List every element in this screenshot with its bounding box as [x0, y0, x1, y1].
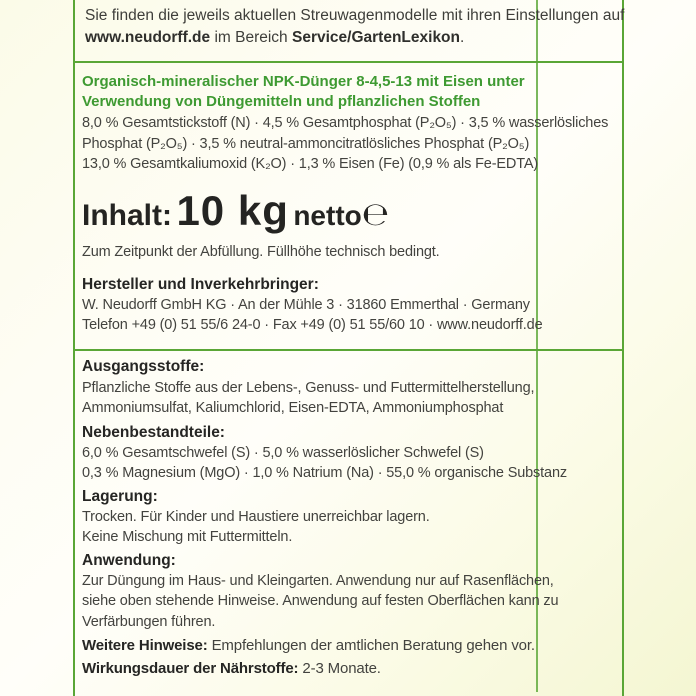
frame-top-divider [73, 61, 624, 63]
anwendung-text [82, 571, 558, 632]
top-info-line2: www.neudorff.de im Bereich Service/GartenLexikon. [85, 29, 465, 46]
anwendung-line: Verfärbungen führen. [82, 613, 216, 630]
wirkungsdauer-label: Wirkungsdauer der Nährstoffe: [82, 660, 299, 677]
weitere-hinweise-label: Weitere Hinweise: [82, 637, 208, 654]
nebenbestandteile-line: 0,3 % Magnesium (MgO) · 1,0 % Natrium (Na) · 55,0 % organische Substanz [82, 465, 567, 482]
nebenbestandteile-text [82, 443, 567, 484]
top-info-line1: Sie finden die jeweils aktuellen Streuwagenmodelle mit ihren Einstellungen auf [85, 7, 625, 24]
filling-note: Zum Zeitpunkt der Abfüllung. Füllhöhe technisch bedingt. [82, 244, 440, 260]
product-title-line: Organisch-mineralischer NPK-Dünger 8-4,5-13 mit Eisen unter [82, 73, 525, 90]
manufacturer-address [82, 295, 542, 336]
nebenbestandteile-heading: Nebenbestandteile: [82, 424, 225, 441]
frame-left-line [73, 0, 75, 696]
wirkungsdauer [82, 659, 381, 679]
net-content-amount: 10 kg [176, 187, 289, 234]
net-content-netto: netto [293, 200, 362, 231]
anwendung-heading: Anwendung: [82, 552, 176, 569]
product-title [82, 72, 525, 112]
frame-mid-divider [73, 349, 624, 351]
lagerung-line: Keine Mischung mit Futtermitteln. [82, 529, 293, 546]
net-content [82, 183, 389, 249]
manufacturer-heading: Hersteller und Inverkehrbringer: [82, 276, 319, 293]
manufacturer-line: Telefon +49 (0) 51 55/6 24-0 · Fax +49 (0) 51 55/60 10 · www.neudorff.de [82, 317, 543, 334]
product-title-line: Verwendung von Düngemitteln und pflanzlichen Stoffen [82, 93, 481, 110]
lagerung-text [82, 507, 430, 548]
nebenbestandteile-line: 6,0 % Gesamtschwefel (S) · 5,0 % wasserlöslicher Schwefel (S) [82, 445, 484, 461]
wirkungsdauer-text: 2-3 Monate. [298, 660, 381, 677]
top-info [85, 5, 624, 49]
lagerung-heading: Lagerung: [82, 488, 158, 505]
ausgangsstoffe-heading: Ausgangsstoffe: [82, 358, 205, 375]
manufacturer-line: W. Neudorff GmbH KG · An der Mühle 3 · 31860 Emmerthal · Germany [82, 297, 530, 313]
composition-line: 13,0 % Gesamtkaliumoxid (K₂O) · 1,3 % Eisen (Fe) (0,9 % als Fe-EDTA) [82, 156, 539, 172]
anwendung-line: siehe oben stehende Hinweise. Anwendung auf festen Oberflächen kann zu [82, 593, 559, 610]
anwendung-line: Zur Düngung im Haus- und Kleingarten. Anwendung nur auf Rasenflächen, [82, 573, 554, 589]
composition-line: Phosphat (P₂O₅) · 3,5 % neutral-ammoncitratlösliches Phosphat (P₂O₅) [82, 135, 530, 152]
service-section-name: Service/GartenLexikon [292, 29, 460, 46]
weitere-hinweise [82, 636, 535, 656]
net-content-label: Inhalt: [82, 199, 172, 232]
weitere-hinweise-text: Empfehlungen der amtlichen Beratung gehen vor. [207, 637, 535, 654]
ausgangsstoffe-line: Ammoniumsulfat, Kaliumchlorid, Eisen-EDTA, Ammoniumphosphat [82, 400, 504, 417]
composition [82, 113, 608, 175]
composition-line: 8,0 % Gesamtstickstoff (N) · 4,5 % Gesamtphosphat (P₂O₅) · 3,5 % wasserlösliches [82, 115, 609, 131]
frame-right-line [622, 0, 624, 696]
lagerung-line: Trocken. Für Kinder und Haustiere unerreichbar lagern. [82, 509, 430, 525]
website-link: www.neudorff.de [85, 29, 211, 46]
ausgangsstoffe-line: Pflanzliche Stoffe aus der Lebens-, Genuss- und Futtermittelherstellung, [82, 380, 535, 396]
ausgangsstoffe-text [82, 378, 534, 419]
estimated-sign-icon: ℮ [361, 195, 390, 233]
